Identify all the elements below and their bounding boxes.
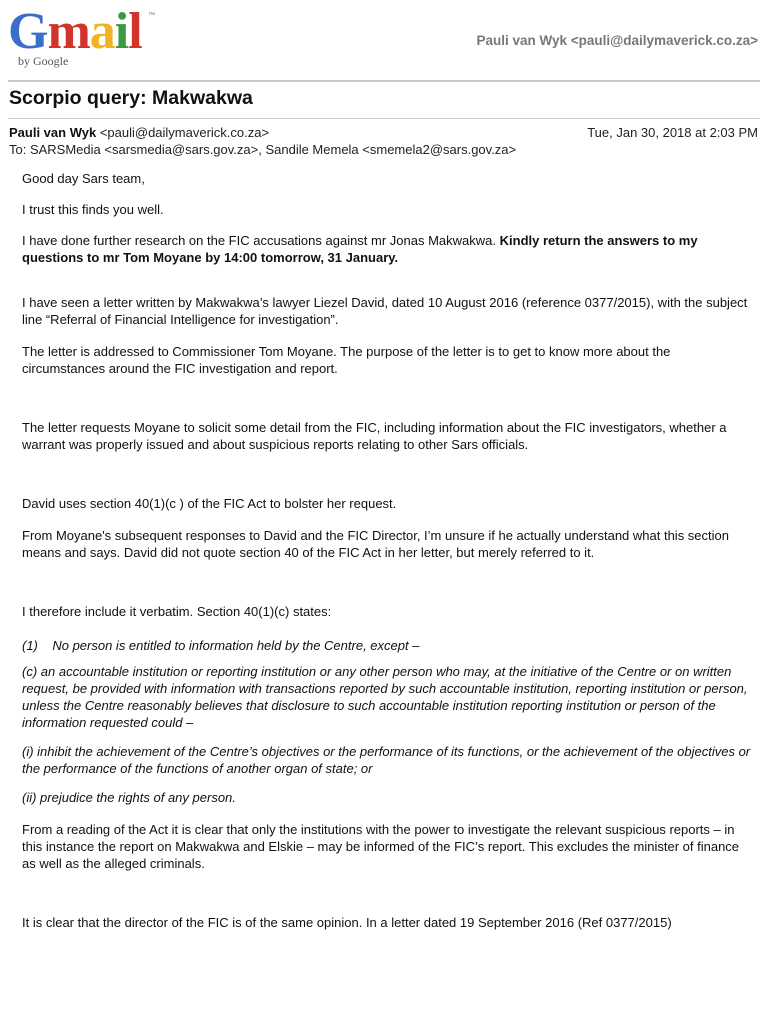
quote-paragraph: (c) an accountable institution or reporting institution or any other person who may, at the initiative of the Centre or on written request, be provided with information with transactions reported by such accountable institution, reporting institution or person, unless the Centre reasonably believes that disclosure to such accountable institution reporting institution or person of the information requested could – — [22, 664, 748, 730]
paragraph: I have seen a letter written by Makwakwa’s lawyer Liezel David, dated 10 August 2016 (reference 0377/2015), with the subject line “Referral of Financial Intelligence for investigation”. — [22, 295, 748, 327]
paragraph: From Moyane's subsequent responses to David and the FIC Director, I’m unsure if he actually understand what this section means and says. David did not quote section 40 of the FIC Act in her letter, but merely referred to it. — [22, 528, 730, 560]
quote-line: (ii) prejudice the rights of any person. — [22, 790, 236, 805]
account-info: Pauli van Wyk <pauli@dailymaverick.co.za> — [476, 33, 758, 48]
header-divider — [8, 80, 760, 82]
paragraph: It is clear that the director of the FIC is of the same opinion. In a letter dated 19 September 2016 (Ref 0377/2015) — [22, 915, 672, 930]
gmail-logo[interactable] — [8, 4, 158, 70]
logo-trademark: ™ — [148, 12, 155, 19]
email-subject: Scorpio query: Makwakwa — [9, 87, 253, 109]
deadline-request: Kindly return the answers to my questions to mr Tom Moyane by 14:00 tomorrow, 31 January. — [22, 233, 698, 265]
sender — [9, 125, 269, 140]
recipients: To: SARSMedia <sarsmedia@sars.gov.za>, Sandile Memela <smemela2@sars.gov.za> — [9, 142, 517, 157]
paragraph: I have done further research on the FIC accusations against mr Jonas Makwakwa. Kindly return the answers to my questions to mr Tom Moyane by 14:00 tomorrow, 31 January. — [22, 233, 698, 265]
quote-line: (1) No person is entitled to information held by the Centre, except – — [22, 638, 420, 653]
greeting: Good day Sars team, — [22, 171, 145, 186]
sender-email: <pauli@dailymaverick.co.za> — [99, 125, 270, 140]
subject-divider — [8, 118, 760, 119]
logo-byline: by Google — [18, 54, 69, 68]
paragraph: From a reading of the Act it is clear that only the institutions with the power to investigate the relevant suspicious reports – in this instance the report on Makwakwa and Elskie – may be informed of the FIC’s report. This excludes the minister of finance as well as the alleged criminals. — [22, 822, 740, 871]
paragraph: The letter is addressed to Commissioner Tom Moyane. The purpose of the letter is to get to know more about the circumstances around the FIC investigation and report. — [22, 344, 671, 376]
header — [0, 0, 768, 82]
paragraph: David uses section 40(1)(c ) of the FIC Act to bolster her request. — [22, 496, 397, 511]
logo-wordmark: Gmail — [8, 3, 142, 60]
quote-paragraph: (i) inhibit the achievement of the Centre’s objectives or the performance of its functions, or the achievement of the objectives or the performance of the functions of another organ of state; or — [22, 744, 751, 776]
sender-name: Pauli van Wyk — [9, 125, 97, 140]
paragraph: I trust this finds you well. — [22, 202, 164, 217]
sent-date: Tue, Jan 30, 2018 at 2:03 PM — [587, 125, 758, 140]
paragraph: I therefore include it verbatim. Section 40(1)(c) states: — [22, 604, 332, 619]
email-body — [22, 170, 752, 931]
paragraph: The letter requests Moyane to solicit some detail from the FIC, including information about the FIC investigators, whether a warrant was properly issued and about suspicious reports relating to other Sars officials. — [22, 420, 727, 452]
